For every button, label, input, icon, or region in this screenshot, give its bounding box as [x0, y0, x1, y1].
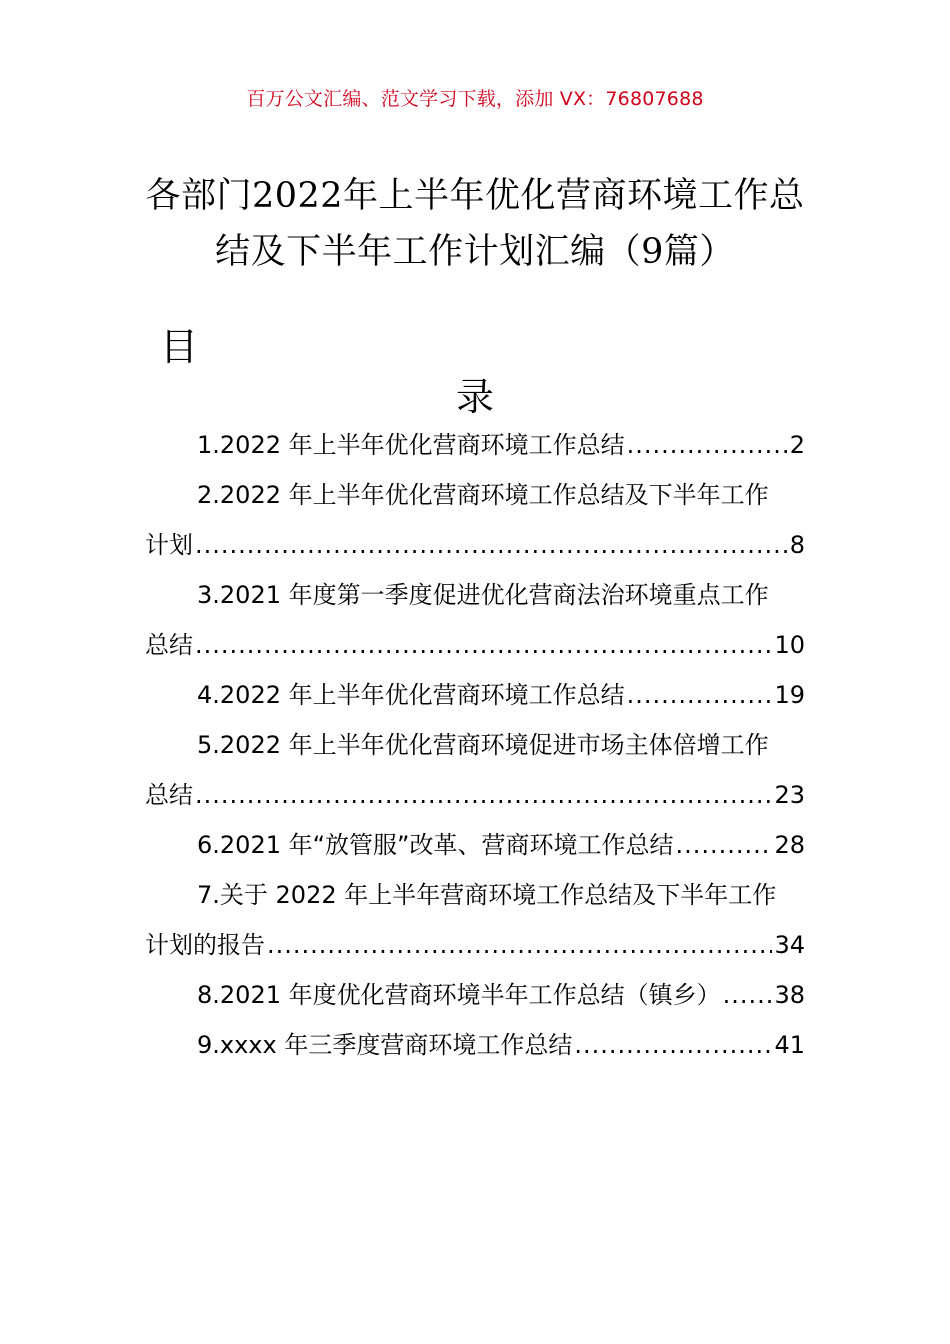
toc-entry-title: 9.xxxx 年三季度营商环境工作总结 [197, 1031, 573, 1059]
toc-entry-title: 2.2022 年上半年优化营商环境工作总结及下半年工作 [197, 481, 769, 509]
toc-page-number: 41 [774, 1031, 805, 1059]
toc-entry-title-cont: 计划 [145, 531, 193, 559]
toc-page-number: 28 [774, 831, 805, 859]
toc-entry-7-continued[interactable] [145, 920, 805, 970]
toc-leader [574, 1020, 772, 1070]
title-line-2: 结及下半年工作计划汇编（9篇） [215, 232, 735, 272]
toc-leader [267, 920, 772, 970]
table-of-contents [145, 420, 805, 1070]
toc-entry-5-continued[interactable] [145, 770, 805, 820]
toc-page-number: 23 [774, 781, 805, 809]
toc-page-number: 38 [774, 981, 805, 1009]
toc-entry-3-continued[interactable] [145, 620, 805, 670]
toc-page-number: 19 [774, 681, 805, 709]
toc-entry-title: 5.2022 年上半年优化营商环境促进市场主体倍增工作 [197, 731, 769, 759]
toc-entry-title: 3.2021 年度第一季度促进优化营商法治环境重点工作 [197, 581, 769, 609]
toc-entry-title: 1.2022 年上半年优化营商环境工作总结 [197, 431, 625, 459]
toc-entry-5[interactable] [145, 720, 805, 770]
title-line-1: 各部门2022年上半年优化营商环境工作总 [145, 176, 805, 216]
toc-entry-title-cont: 总结 [145, 781, 193, 809]
toc-leader [627, 420, 788, 470]
toc-leader [723, 970, 773, 1020]
toc-leader [627, 670, 773, 720]
toc-entry-3[interactable] [145, 570, 805, 620]
toc-leader [195, 520, 788, 570]
toc-entry-4[interactable] [145, 670, 805, 720]
header-note: 百万公文汇编、范文学习下载，添加 VX：76807688 [246, 88, 704, 110]
toc-entry-9[interactable] [145, 1020, 805, 1070]
toc-entry-6[interactable] [145, 820, 805, 870]
toc-heading-part-1: 目 [160, 325, 199, 369]
toc-entry-title-cont: 计划的报告 [145, 931, 265, 959]
toc-entry-title: 8.2021 年度优化营商环境半年工作总结（镇乡） [197, 981, 721, 1009]
toc-leader [195, 770, 772, 820]
toc-entry-1[interactable] [145, 420, 805, 470]
toc-entry-7[interactable] [145, 870, 805, 920]
toc-entry-2[interactable] [145, 470, 805, 520]
document-title [120, 168, 830, 280]
toc-entry-2-continued[interactable] [145, 520, 805, 570]
toc-entry-title: 6.2021 年“放管服”改革、营商环境工作总结 [197, 831, 674, 859]
toc-entry-title-cont: 总结 [145, 631, 193, 659]
toc-page-number: 10 [774, 631, 805, 659]
toc-leader [675, 820, 772, 870]
toc-entry-title: 4.2022 年上半年优化营商环境工作总结 [197, 681, 625, 709]
toc-entry-title: 7.关于 2022 年上半年营商环境工作总结及下半年工作 [197, 881, 777, 909]
toc-entry-8[interactable] [145, 970, 805, 1020]
toc-page-number: 8 [789, 531, 805, 559]
toc-page-number: 2 [789, 431, 805, 459]
toc-leader [195, 620, 772, 670]
toc-page-number: 34 [774, 931, 805, 959]
toc-heading-part-2: 录 [455, 375, 494, 419]
